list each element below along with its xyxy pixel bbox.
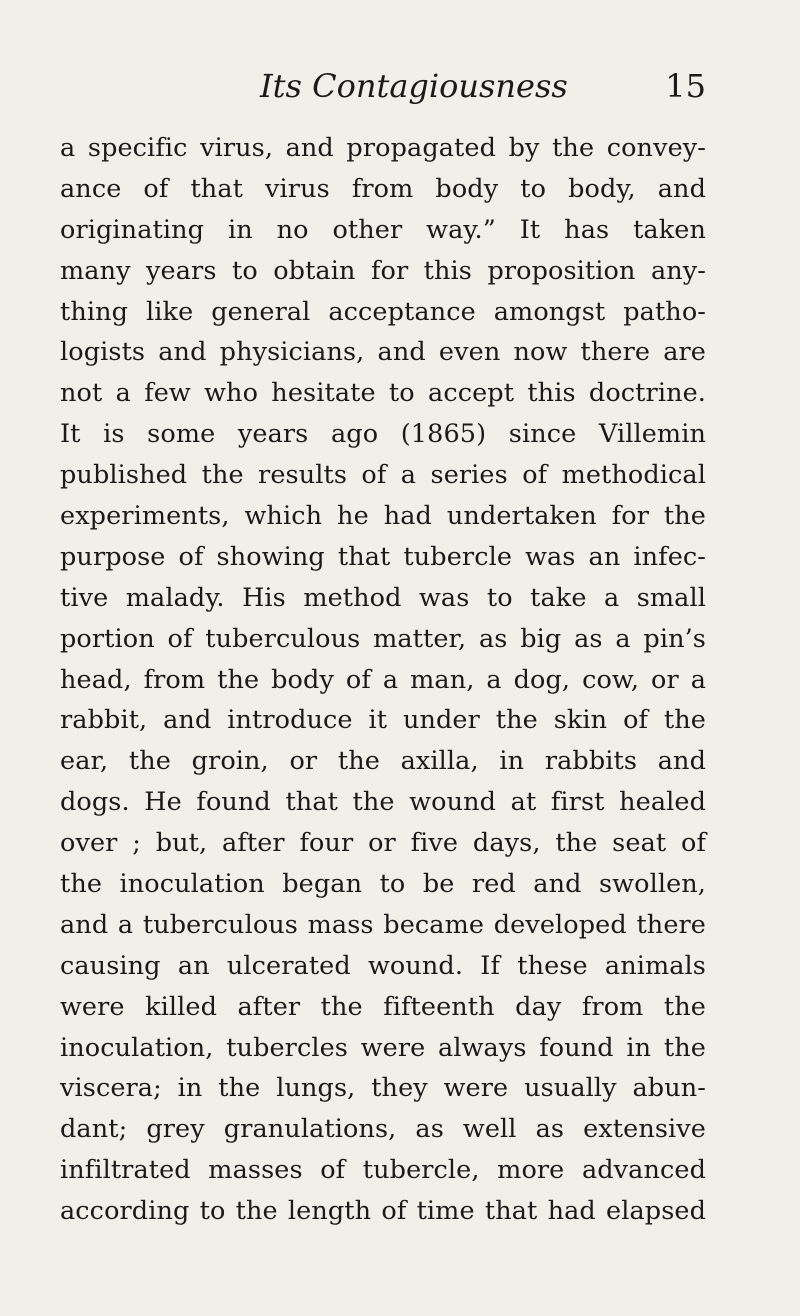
text-line: head, from the body of a man, a dog, cow, or a [60,664,706,695]
text-line: originating in no other way.” It has taken [60,214,706,245]
text-line: a specific virus, and propagated by the convey- [60,133,706,163]
text-line: tive malady. His method was to take a small [60,582,706,613]
text-line: viscera; in the lungs, they were usually abun- [60,1073,706,1104]
text-line: not a few who hesitate to accept this doctrine. [60,378,706,409]
text-line: over ; but, after four or five days, the seat of [60,828,706,859]
text-line: the inoculation began to be red and swollen, [60,869,706,900]
text-line: inoculation, tubercles were always found in the [60,1032,706,1063]
running-head [260,64,706,108]
text-line: infiltrated masses of tubercle, more advanced [60,1155,706,1186]
text-line: experiments, which he had undertaken for the [60,501,706,532]
text-line: dogs. He found that the wound at first healed [60,787,706,818]
text-line: published the results of a series of methodical [60,460,706,491]
text-line: many years to obtain for this proposition any- [60,255,706,286]
text-line: dant; grey granulations, as well as extensive [60,1114,706,1145]
body-text [60,128,706,1232]
text-line: and a tuberculous mass became developed there [60,909,706,940]
text-line: portion of tuberculous matter, as big as a pin’s [60,623,706,654]
text-line: rabbit, and introduce it under the skin of the [60,705,706,736]
text-line: It is some years ago (1865) since Villemin [60,419,706,450]
text-line: according to the length of time that had elapsed [60,1196,706,1227]
text-line: thing like general acceptance amongst patho- [60,296,706,327]
text-line: ance of that virus from body to body, and [60,173,706,204]
text-line: causing an ulcerated wound. If these animals [60,950,706,981]
text-line: purpose of showing that tubercle was an infec- [60,541,706,572]
text-line: were killed after the fifteenth day from the [60,991,706,1022]
page-number: 15 [665,67,706,105]
text-line: logists and physicians, and even now there are [60,337,706,368]
text-line: ear, the groin, or the axilla, in rabbits and [60,746,706,777]
running-title: Its Contagiousness [260,67,568,105]
